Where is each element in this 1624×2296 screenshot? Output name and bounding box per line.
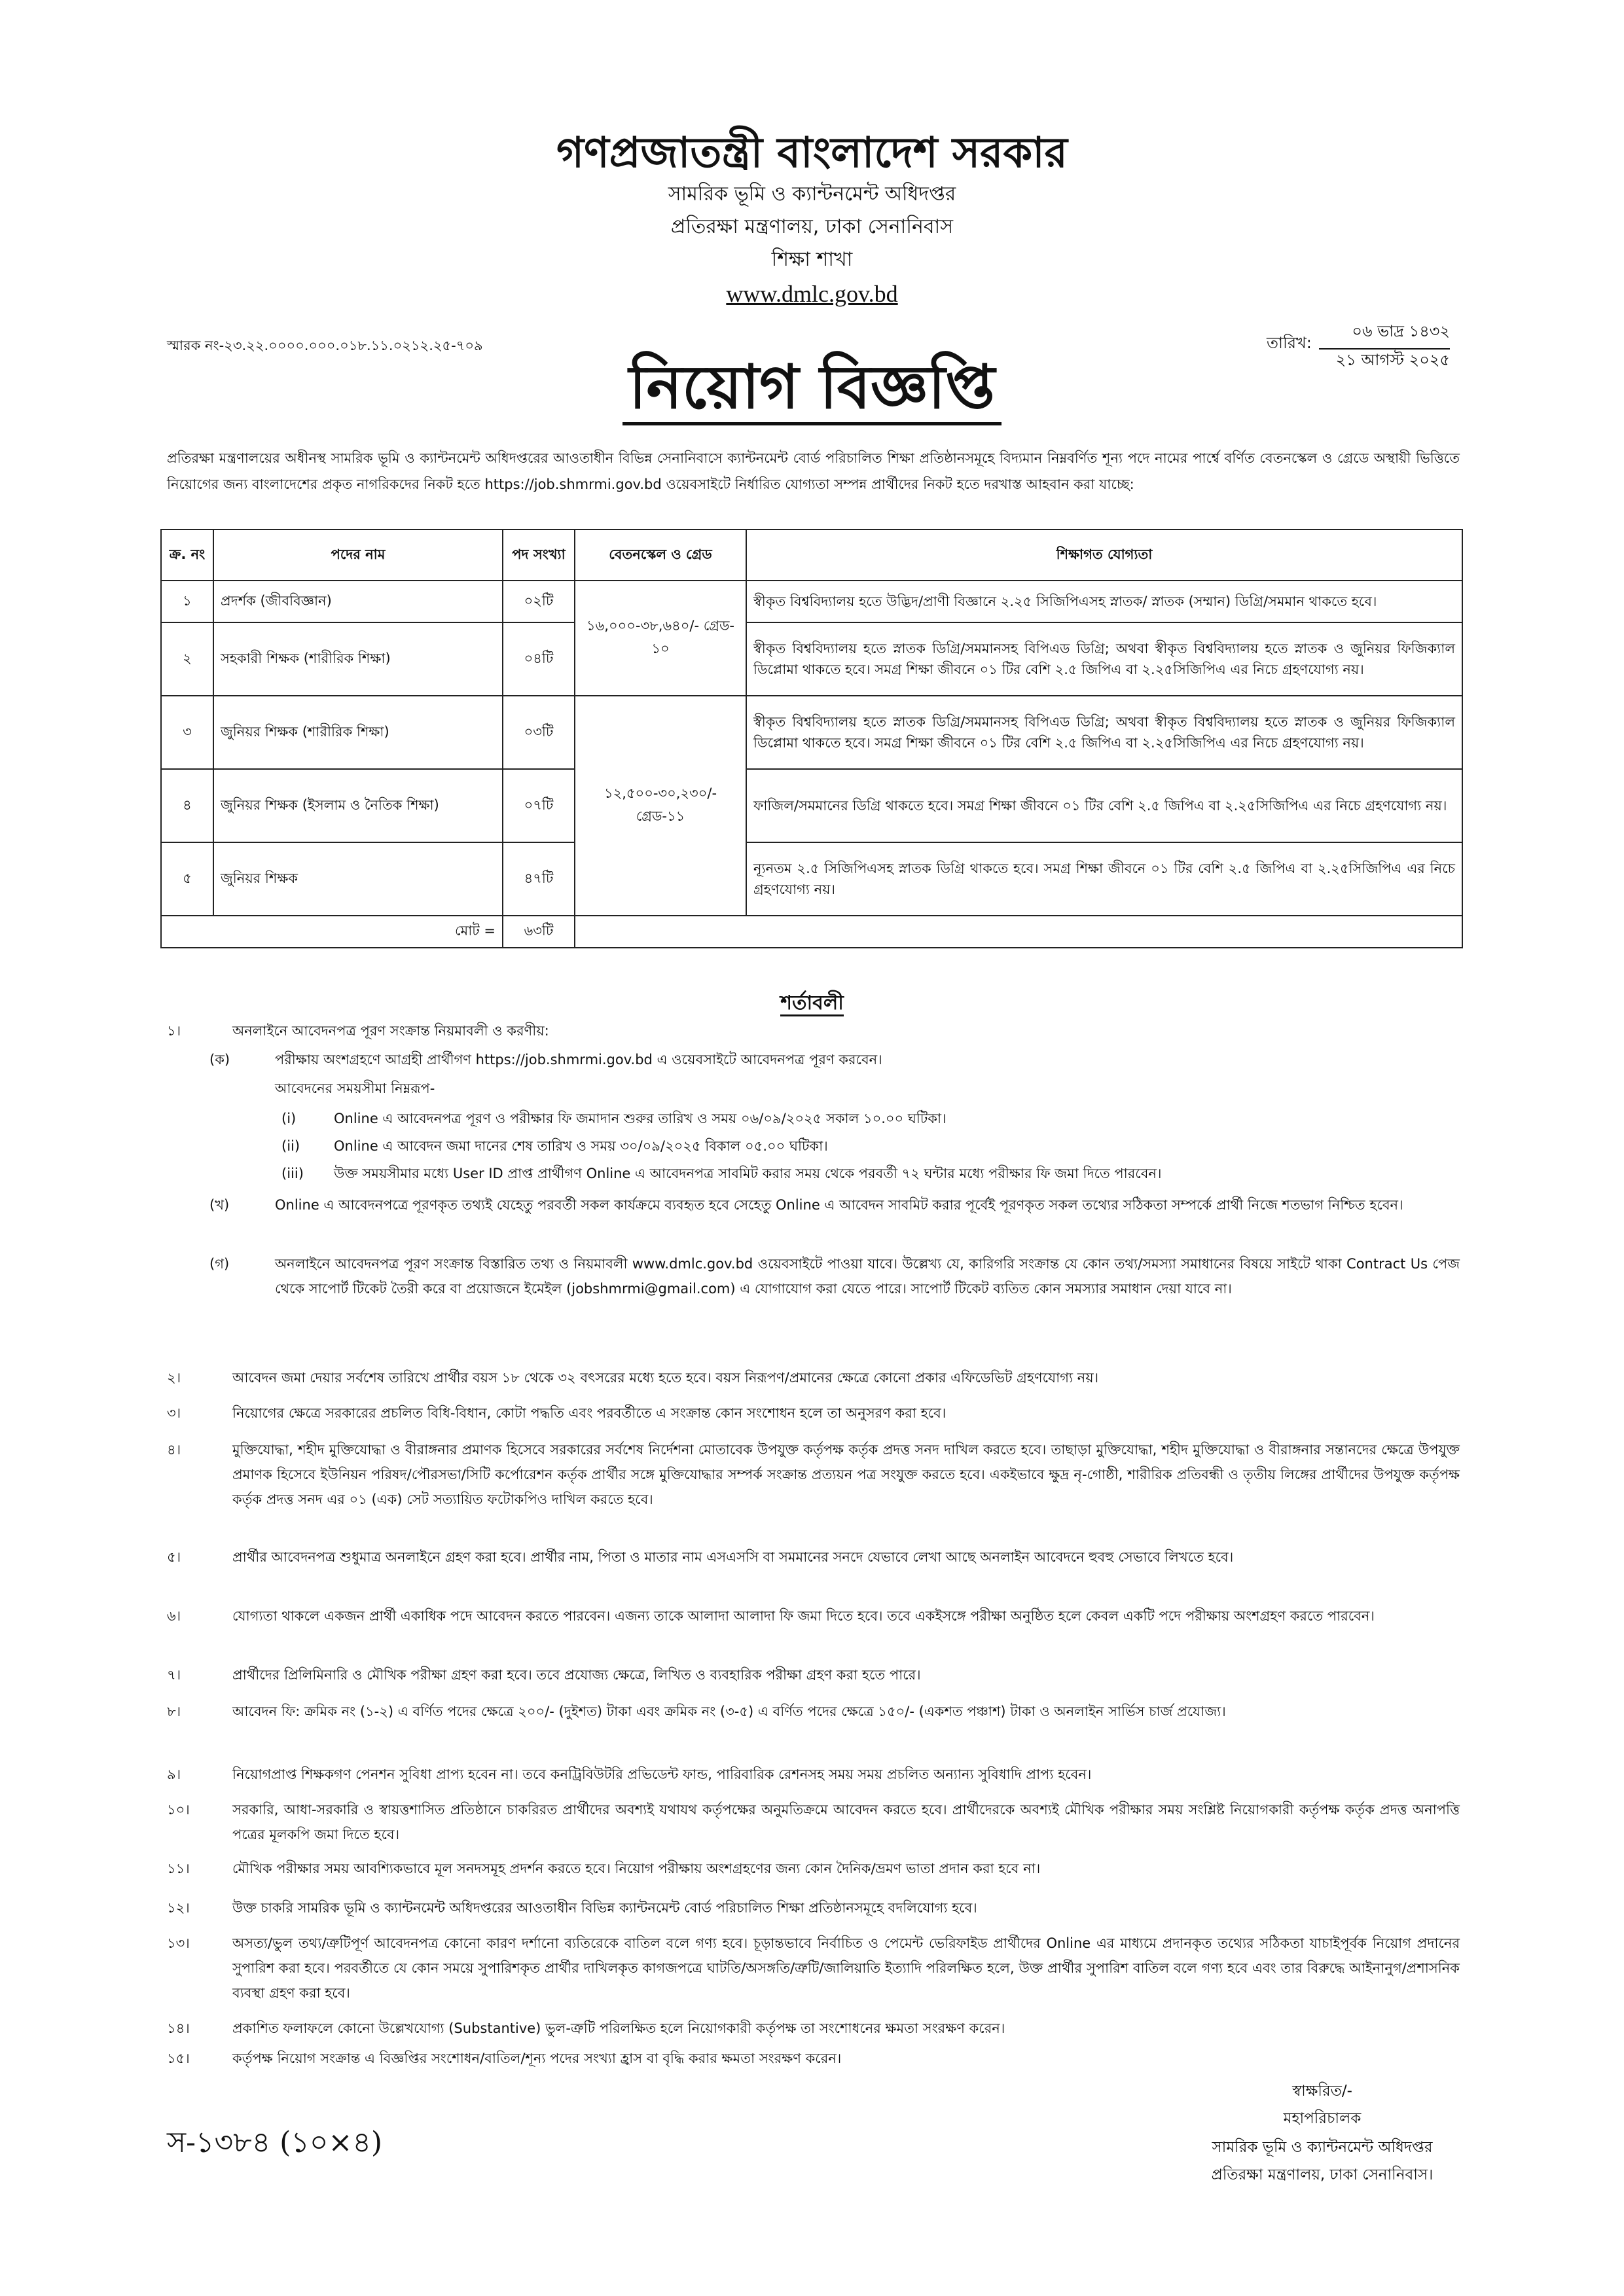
- signature-signed: স্বাক্ষরিত/-: [1292, 2083, 1352, 2100]
- condition-number: ১৩।: [167, 1935, 190, 1951]
- condition-text: আবেদন জমা দেয়ার সর্বশেষ তারিখে প্রার্থীর বয়স ১৮ থেকে ৩২ বৎসরের মধ্যে হতে হবে। বয়স নিরূপণ/প্রমানের ক্ষেত্রে কোনো প্রকার এফিডেভিট গ্রহণযোগ্য নয়।: [232, 1370, 1099, 1386]
- condition-number: ৯।: [167, 1767, 181, 1782]
- row-post: জুনিয়র শিক্ষক (ইসলাম ও নৈতিক শিক্ষা): [213, 769, 503, 842]
- notice-title-wrap: [0, 340, 1624, 441]
- signature-office: সামরিক ভূমি ও ক্যান্টনমেন্ট অধিদপ্তর: [1212, 2139, 1433, 2156]
- notice-title: নিয়োগ বিজ্ঞপ্তি: [623, 351, 1001, 425]
- row-qualification: ন্যূনতম ২.৫ সিজিপিএসহ স্নাতক ডিগ্রি থাকতে হবে। সমগ্র শিক্ষা জীবনে ০১ টির বেশি ২.৫ জিপিএ বা ২.২৫সিজিপিএ এর নিচে গ্রহণযোগ্য নয়।: [746, 842, 1462, 916]
- row-serial: ১: [161, 581, 213, 622]
- row-count: ৪৭টি: [503, 842, 575, 916]
- sub-ka-schedule: আবেদনের সময়সীমা নিম্নরূপ-: [275, 1081, 435, 1096]
- row-post: সহকারী শিক্ষক (শারীরিক শিক্ষা): [213, 622, 503, 696]
- row-count: ০২টি: [503, 581, 575, 622]
- condition-number: ৬।: [167, 1608, 181, 1624]
- memo-number: স্মারক নং-২৩.২২.০০০০.০০০.০১৮.১১.০২১২.২৫-৭০৯: [167, 338, 483, 353]
- footer-code: স-১৩৮৪ (১০×৪): [167, 2126, 383, 2159]
- condition-number: ৪।: [167, 1442, 181, 1458]
- sub-kha-label: (খ): [209, 1197, 230, 1213]
- sub-ga-text: অনলাইনে আবেদনপত্র পূরণ সংক্রান্ত বিস্তারিত তথ্য ও নিয়মাবলী www.dmlc.gov.bd ওয়েবসাইটে পাওয়া যাবে। উল্লেখ্য যে, কারিগরি সংক্রান্ত যে কোন তথ্য/সমস্যা সমাধানের বিষয়ে সাইটে থাকা Contract Us পেজ থেকে সাপোর্ট টিকেট তৈরী করে বা প্রয়োজনে ইমেইল (jobshmrmi@gmail.com) এ যোগাযোগ করা যেতে পারে। সাপোর্ট টিকেট ব্যতিত কোন সমস্যার সমাধান দেয়া যাবে না।: [275, 1256, 1460, 1297]
- condition-text: মৌখিক পরীক্ষার সময় আবশ্যিকভাবে মূল সনদসমূহ প্রদর্শন করতে হবে। নিয়োগ পরীক্ষায় অংশগ্রহণের জন্য কোন দৈনিক/ভ্রমণ ভাতা প্রদান করা হবে না।: [232, 1861, 1041, 1876]
- row-count: ০৪টি: [503, 622, 575, 696]
- header-serial: ক্র. নং: [161, 529, 213, 581]
- row-count: ০৭টি: [503, 769, 575, 842]
- condition-number: ৩।: [167, 1405, 181, 1421]
- ministry-name: প্রতিরক্ষা মন্ত্রণালয়, ঢাকা সেনানিবাস: [670, 215, 954, 238]
- row-serial: ৪: [161, 769, 213, 842]
- condition-text: যোগ্যতা থাকলে একজন প্রার্থী একাধিক পদে আবেদন করতে পারবেন। এজন্য তাকে আলাদা আলাদা ফি জমা দিতে হবে। তবে একইসঙ্গে পরীক্ষা অনুষ্ঠিত হলে কেবল একটি পদে পরীক্ষায় অংশগ্রহণ করতে পারবেন।: [232, 1608, 1375, 1624]
- government-title: গণপ্রজাতন্ত্রী বাংলাদেশ সরকার: [556, 128, 1068, 177]
- condition-text: উক্ত চাকরি সামরিক ভূমি ও ক্যান্টনমেন্ট অধিদপ্তরের আওতাধীন বিভিন্ন ক্যান্টনমেন্ট বোর্ড পরিচালিত শিক্ষা প্রতিষ্ঠানসমূহে বদলিযোগ্য হবে।: [232, 1900, 977, 1916]
- table-total-row: [161, 916, 1462, 948]
- row-qualification: স্বীকৃত বিশ্ববিদ্যালয় হতে স্নাতক ডিগ্রি/সমমানসহ বিপিএড ডিগ্রি; অথবা স্বীকৃত বিশ্ববিদ্যালয় হতে স্নাতক ও জুনিয়র ফিজিক্যাল ডিপ্লোমা থাকতে হবে। সমগ্র শিক্ষা জীবনে ০১ টির বেশি ২.৫ জিপিএ বা ২.২৫সিজিপিএ এর নিচে গ্রহণযোগ্য নয়।: [746, 696, 1462, 769]
- condition-text: কর্তৃপক্ষ নিয়োগ সংক্রান্ত এ বিজ্ঞপ্তির সংশোধন/বাতিল/শূন্য পদের সংখ্যা হ্রাস বা বৃদ্ধি করার ক্ষমতা সংরক্ষণ করেন।: [232, 2051, 842, 2066]
- header-post: পদের নাম: [213, 529, 503, 581]
- signature-designation: মহাপরিচালক: [1283, 2110, 1362, 2127]
- row-qualification: স্বীকৃত বিশ্ববিদ্যালয় হতে উদ্ভিদ/প্রাণী বিজ্ঞানে ২.২৫ সিজিপিএসহ স্নাতক/ স্নাতক (সম্মান) ডিগ্রি/সমমান থাকতে হবে।: [746, 581, 1462, 622]
- sub-ka-label: (ক): [209, 1052, 230, 1067]
- sub-i-text: Online এ আবেদনপত্র পূরণ ও পরীক্ষার ফি জমাদান শুরুর তারিখ ও সময় ০৬/০৯/২০২৫ সকাল ১০.০০ ঘটিকা।: [334, 1111, 947, 1126]
- sub-ii-label: (ii): [281, 1138, 300, 1154]
- date-label: তারিখ:: [1267, 334, 1312, 352]
- directorate-name: সামরিক ভূমি ও ক্যান্টনমেন্ট অধিদপ্তর: [668, 183, 956, 206]
- row-qualification: ফাজিল/সমমানের ডিগ্রি থাকতে হবে। সমগ্র শিক্ষা জীবনে ০১ টির বেশি ২.৫ জিপিএ বা ২.২৫সিজিপিএ এর নিচে গ্রহণযোগ্য নয়।: [746, 769, 1462, 842]
- table-row: [161, 769, 1462, 842]
- condition-number: ১৪।: [167, 2020, 190, 2036]
- row-count: ০৩টি: [503, 696, 575, 769]
- condition-number: ১০।: [167, 1802, 190, 1818]
- sub-iii-label: (iii): [281, 1166, 304, 1181]
- condition-text: অসত্য/ভুল তথ্য/ত্রুটিপূর্ণ আবেদনপত্র কোনো কারণ দর্শানো ব্যতিরেকে বাতিল বলে গণ্য হবে। চূড়ান্তভাবে নির্বাচিত ও পেমেন্ট ভেরিফাইড প্রার্থীদের Online এর মাধ্যমে প্রদানকৃত তথ্যের সঠিকতা যাচাইপূর্বক নিয়োগ প্রদানের সুপারিশ করা হবে। পরবর্তীতে যে কোন সময়ে সুপারিশকৃত প্রার্থীর দাখিলকৃত কাগজপত্রে ঘাটতি/অসঙ্গতি/ত্রুটি/জালিয়াতি ইত্যাদি পরিলক্ষিত হলে, উক্ত প্রার্থীর সুপারিশ বাতিল বলে গণ্য হবে এবং তার বিরুদ্ধে আইনানুগ/প্রশাসনিক ব্যবস্থা গ্রহণ করা হবে।: [232, 1935, 1460, 2001]
- row-serial: ২: [161, 622, 213, 696]
- row-post: জুনিয়র শিক্ষক: [213, 842, 503, 916]
- header-scale: বেতনস্কেল ও গ্রেড: [575, 529, 746, 581]
- table-row: [161, 696, 1462, 769]
- condition-number: ১১।: [167, 1861, 190, 1876]
- header-qualification: শিক্ষাগত যোগ্যতা: [746, 529, 1462, 581]
- condition-number: ৫।: [167, 1549, 181, 1565]
- table-row: [161, 842, 1462, 916]
- row-scale-grade-10: ১৬,০০০-৩৮,৬৪০/- গ্রেড- ১০: [575, 581, 746, 696]
- sub-kha-text: Online এ আবেদনপত্রে পূরণকৃত তথ্যই যেহেতু পরবর্তী সকল কার্যক্রমে ব্যবহৃত হবে সেহেতু Online এ আবেদন সাবমিট করার পূর্বেই পূরণকৃত সকল তথ্যের সঠিকতা সম্পর্কে প্রার্থী নিজে শতভাগ নিশ্চিত হবেন।: [275, 1197, 1403, 1213]
- condition-number: ১৫।: [167, 2051, 190, 2066]
- total-label: মোট =: [161, 916, 503, 948]
- condition-text: নিয়োগপ্রাপ্ত শিক্ষকগণ পেনশন সুবিধা প্রাপ্য হবেন না। তবে কনট্রিবিউটরি প্রভিডেন্ট ফান্ড, পারিবারিক রেশনসহ সময় সময় প্রচলিত অন্যান্য সুবিধাদি প্রাপ্য হবেন।: [232, 1767, 1092, 1782]
- date-english: ২১ আগস্ট ২০২৫: [1335, 351, 1450, 369]
- date-bangla: ০৬ ভাদ্র ১৪৩২: [1319, 319, 1450, 350]
- signature-ministry: প্রতিরক্ষা মন্ত্রণালয়, ঢাকা সেনানিবাস।: [1211, 2166, 1434, 2183]
- row-serial: ৩: [161, 696, 213, 769]
- intro-paragraph: প্রতিরক্ষা মন্ত্রণালয়ের অধীনস্থ সামরিক ভূমি ও ক্যান্টনমেন্ট অধিদপ্তরের আওতাধীন বিভিন্ন সেনানিবাসে ক্যান্টনমেন্ট বোর্ড পরিচালিত শিক্ষা প্রতিষ্ঠানসমূহে বিদ্যমান নিম্নবর্ণিত শূন্য পদে নামের পার্শ্বে বর্ণিত বেতনস্কেল ও গ্রেডে অস্থায়ী ভিত্তিতে নিয়োগের জন্য বাংলাদেশের প্রকৃত নাগরিকদের নিকট হতে https://job.shmrmi.gov.bd ওয়েবসাইটে নির্ধারিত যোগ্যতা সম্পন্ন প্রার্থীদের নিকট হতে দরখাস্ত আহবান করা যাচ্ছে:: [167, 450, 1460, 492]
- sub-ii-text: Online এ আবেদন জমা দানের শেষ তারিখ ও সময় ৩০/০৯/২০২৫ বিকাল ০৫.০০ ঘটিকা।: [334, 1138, 828, 1154]
- total-empty: [575, 916, 1462, 948]
- row-scale-grade-11: ১২,৫০০-৩০,২৩০/- গ্রেড-১১: [575, 696, 746, 916]
- condition-text: সরকারি, আধা-সরকারি ও স্বায়ত্তশাসিত প্রতিষ্ঠানে চাকরিরত প্রার্থীদের অবশ্যই যথাযথ কর্তৃপক্ষের অনুমতিক্রমে আবেদন করতে হবে। প্রার্থীদেরকে অবশ্যই মৌখিক পরীক্ষার সময় সংশ্লিষ্ট নিয়োগকারী কর্তৃপক্ষ কর্তৃক প্রদত্ত অনাপত্তি পত্রের মূলকপি জমা দিতে হবে।: [232, 1802, 1460, 1842]
- condition-text: মুক্তিযোদ্ধা, শহীদ মুক্তিযোদ্ধা ও বীরাঙ্গনার প্রমাণক হিসেবে সরকারের সর্বশেষ নির্দেশনা মোতাবেক উপযুক্ত কর্তৃপক্ষ কর্তৃক প্রদত্ত সনদ দাখিল করতে হবে। তাছাড়া মুক্তিযোদ্ধা, শহীদ মুক্তিযোদ্ধা ও বীরাঙ্গনার সন্তানদের ক্ষেত্রে উপযুক্ত প্রমাণক হিসেবে ইউনিয়ন পরিষদ/পৌরসভা/সিটি কর্পোরেশন কর্তৃক প্রার্থীর সঙ্গে মুক্তিযোদ্ধার সম্পর্ক সংক্রান্ত প্রত্যয়ন পত্র সংযুক্ত করতে হবে। একইভাবে ক্ষুদ্র নৃ-গোষ্ঠী, শারীরিক প্রতিবন্ধী ও তৃতীয় লিঙ্গের প্রার্থীদের উপযুক্ত কর্তৃপক্ষ কর্তৃক প্রদত্ত সনদ এর ০১ (এক) সেট সত্যায়িত ফটোকপিও দাখিল করতে হবে।: [232, 1442, 1460, 1507]
- condition-text: প্রকাশিত ফলাফলে কোনো উল্লেখযোগ্য (Substantive) ভুল-ত্রুটি পরিলক্ষিত হলে নিয়োগকারী কর্তৃপক্ষ তা সংশোধনের ক্ষমতা সংরক্ষণ করেন।: [232, 2020, 1005, 2036]
- condition-text: নিয়োগের ক্ষেত্রে সরকারের প্রচলিত বিধি-বিধান, কোটা পদ্ধতি এবং পরবর্তীতে এ সংক্রান্ত কোন সংশোধন হলে তা অনুসরণ করা হবে।: [232, 1405, 947, 1421]
- total-value: ৬৩টি: [503, 916, 575, 948]
- sub-iii-text: উক্ত সময়সীমার মধ্যে User ID প্রাপ্ত প্রার্থীগণ Online এ আবেদনপত্র সাবমিট করার সময় থেকে পরবর্তী ৭২ ঘন্টার মধ্যে পরীক্ষার ফি জমা দিতে পারবেন।: [334, 1166, 1162, 1181]
- sub-ga-label: (গ): [209, 1256, 230, 1272]
- condition-number: ১।: [167, 1023, 181, 1039]
- row-serial: ৫: [161, 842, 213, 916]
- conditions-title-wrap: [0, 987, 1624, 1020]
- conditions-title: শর্তাবলী: [780, 992, 844, 1016]
- website-link[interactable]: www.dmlc.gov.bd: [726, 281, 898, 307]
- sub-ka-text: পরীক্ষায় অংশগ্রহণে আগ্রহী প্রার্থীগণ https://job.shmrmi.gov.bd এ ওয়েবসাইটে আবেদনপত্র পূরণ করবেন।: [275, 1052, 882, 1067]
- condition-text: প্রার্থীর আবেদনপত্র শুধুমাত্র অনলাইনে গ্রহণ করা হবে। প্রার্থীর নাম, পিতা ও মাতার নাম এসএসসি বা সমমানের সনদে যেভাবে লেখা আছে অনলাইন আবেদনে হুবহু সেভাবে লিখতে হবে।: [232, 1549, 1234, 1565]
- table-row: [161, 581, 1462, 622]
- condition-number: ৭।: [167, 1667, 181, 1683]
- table-row: [161, 622, 1462, 696]
- row-post: প্রদর্শক (জীববিজ্ঞান): [213, 581, 503, 622]
- condition-text: অনলাইনে আবেদনপত্র পূরণ সংক্রান্ত নিয়মাবলী ও করণীয়:: [232, 1023, 549, 1039]
- row-post: জুনিয়র শিক্ষক (শারীরিক শিক্ষা): [213, 696, 503, 769]
- condition-number: ৮।: [167, 1704, 181, 1719]
- sub-i-label: (i): [281, 1111, 297, 1126]
- table-header-row: [161, 529, 1462, 581]
- condition-number: ১২।: [167, 1900, 190, 1916]
- condition-text: প্রার্থীদের প্রিলিমিনারি ও মৌখিক পরীক্ষা গ্রহণ করা হবে। তবে প্রযোজ্য ক্ষেত্রে, লিখিত ও ব্যবহারিক পরীক্ষা গ্রহণ করা হতে পারে।: [232, 1667, 921, 1683]
- branch-name: শিক্ষা শাখা: [771, 248, 853, 271]
- posts-table: [160, 529, 1463, 948]
- header-count: পদ সংখ্যা: [503, 529, 575, 581]
- row-qualification: স্বীকৃত বিশ্ববিদ্যালয় হতে স্নাতক ডিগ্রি/সমমানসহ বিপিএড ডিগ্রি; অথবা স্বীকৃত বিশ্ববিদ্যালয় হতে স্নাতক ও জুনিয়র ফিজিক্যাল ডিপ্লোমা থাকতে হবে। সমগ্র শিক্ষা জীবনে ০১ টির বেশি ২.৫ জিপিএ বা ২.২৫সিজিপিএ এর নিচে গ্রহণযোগ্য নয়।: [746, 622, 1462, 696]
- condition-text: আবেদন ফি: ক্রমিক নং (১-২) এ বর্ণিত পদের ক্ষেত্রে ২০০/- (দুইশত) টাকা এবং ক্রমিক নং (৩-৫) এ বর্ণিত পদের ক্ষেত্রে ১৫০/- (একশত পঞ্চাশ) টাকা ও অনলাইন সার্ভিস চার্জ প্রযোজ্য।: [232, 1704, 1226, 1719]
- condition-number: ২।: [167, 1370, 181, 1386]
